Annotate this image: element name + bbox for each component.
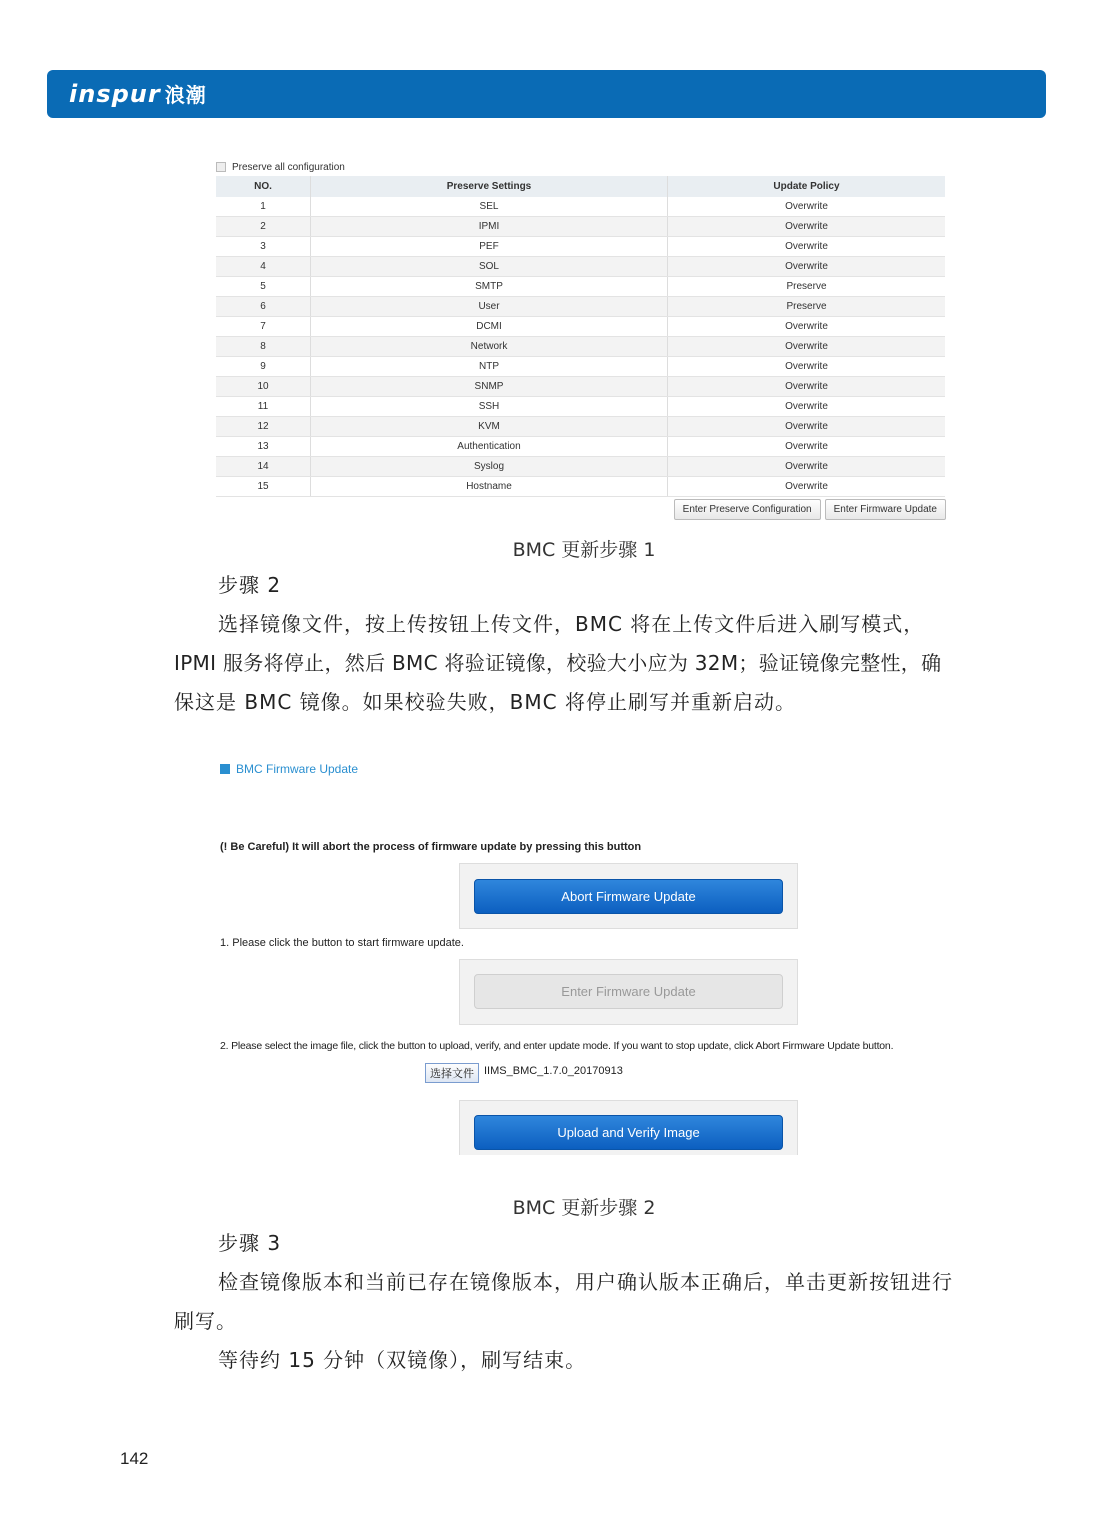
firmware-update-title: [220, 762, 358, 776]
step2-title: 步骤 2: [218, 573, 282, 597]
row-policy: Overwrite: [668, 237, 946, 257]
row-setting: SOL: [311, 257, 668, 277]
row-no: 12: [216, 417, 311, 437]
row-setting: User: [311, 297, 668, 317]
row-no: 8: [216, 337, 311, 357]
table-row: [216, 397, 945, 417]
row-policy: Overwrite: [668, 437, 946, 457]
step2-instruction: 2. Please select the image file, click the button to upload, verify, and enter update mode. If you want to stop update, click Abort Firmware Update button.: [220, 1040, 894, 1052]
step3-line1: 检查镜像版本和当前已存在镜像版本，用户确认版本正确后，单击更新按钮进行: [218, 1270, 953, 1294]
enter-firmware-update-disabled-button[interactable]: Enter Firmware Update: [474, 974, 783, 1009]
table-row: [216, 257, 945, 277]
row-setting: SSH: [311, 397, 668, 417]
row-policy: Overwrite: [668, 357, 946, 377]
preserve-settings-screenshot: [216, 158, 946, 515]
abort-firmware-update-button[interactable]: Abort Firmware Update: [474, 879, 783, 914]
row-setting: Network: [311, 337, 668, 357]
row-setting: IPMI: [311, 217, 668, 237]
row-no: 5: [216, 277, 311, 297]
row-policy: Preserve: [668, 297, 946, 317]
row-setting: Syslog: [311, 457, 668, 477]
row-no: 10: [216, 377, 311, 397]
windows-icon: [220, 764, 230, 774]
caption-step2: BMC 更新步骤 2: [512, 1197, 656, 1219]
row-setting: DCMI: [311, 317, 668, 337]
row-no: 11: [216, 397, 311, 417]
row-setting: Authentication: [311, 437, 668, 457]
row-setting: SNMP: [311, 377, 668, 397]
col-preserve-settings: Preserve Settings: [311, 176, 668, 197]
step3-line2: 刷写。: [174, 1309, 237, 1333]
table-row: [216, 297, 945, 317]
row-setting: NTP: [311, 357, 668, 377]
row-no: 3: [216, 237, 311, 257]
enter-firmware-update-button[interactable]: Enter Firmware Update: [825, 499, 946, 520]
caption-step1: BMC 更新步骤 1: [512, 539, 656, 561]
row-no: 9: [216, 357, 311, 377]
enter-panel: [459, 959, 798, 1025]
row-setting: KVM: [311, 417, 668, 437]
row-policy: Overwrite: [668, 417, 946, 437]
row-no: 13: [216, 437, 311, 457]
upload-panel: [459, 1100, 798, 1155]
row-setting: SEL: [311, 197, 668, 217]
button-row: [674, 499, 946, 520]
table-row: [216, 277, 945, 297]
row-policy: Overwrite: [668, 217, 946, 237]
table-row: [216, 337, 945, 357]
preserve-settings-table: [216, 176, 945, 497]
step3-title: 步骤 3: [218, 1231, 282, 1255]
careful-warning: (! Be Careful) It will abort the process of firmware update by pressing this button: [220, 841, 642, 853]
row-policy: Overwrite: [668, 257, 946, 277]
preserve-all-label: Preserve all configuration: [232, 161, 345, 173]
inspur-logo: [69, 79, 207, 108]
row-no: 1: [216, 197, 311, 217]
abort-panel: [459, 863, 798, 929]
row-setting: PEF: [311, 237, 668, 257]
step1-instruction: 1. Please click the button to start firmware update.: [220, 937, 464, 949]
row-policy: Overwrite: [668, 317, 946, 337]
table-row: [216, 197, 945, 217]
col-update-policy: Update Policy: [668, 176, 946, 197]
table-body: [216, 197, 945, 497]
table-row: [216, 237, 945, 257]
preserve-all-row[interactable]: [216, 158, 946, 176]
enter-preserve-configuration-button[interactable]: Enter Preserve Configuration: [674, 499, 821, 520]
table-row: [216, 417, 945, 437]
page-number: 142: [120, 1449, 149, 1468]
row-policy: Overwrite: [668, 397, 946, 417]
row-setting: SMTP: [311, 277, 668, 297]
table-row: [216, 357, 945, 377]
firmware-update-title-text: BMC Firmware Update: [236, 762, 359, 776]
upload-and-verify-button[interactable]: Upload and Verify Image: [474, 1115, 783, 1150]
row-policy: Overwrite: [668, 457, 946, 477]
preserve-all-checkbox[interactable]: [216, 162, 226, 172]
table-row: [216, 377, 945, 397]
table-row: [216, 457, 945, 477]
table-row: [216, 317, 945, 337]
row-no: 4: [216, 257, 311, 277]
col-no: NO.: [216, 176, 311, 197]
row-policy: Preserve: [668, 277, 946, 297]
row-no: 7: [216, 317, 311, 337]
file-name: IIMS_BMC_1.7.0_20170913: [484, 1065, 623, 1077]
row-policy: Overwrite: [668, 197, 946, 217]
step2-line3: 保这是 BMC 镜像。如果校验失败，BMC 将停止刷写并重新启动。: [174, 690, 796, 714]
header-bar: [47, 70, 1046, 118]
table-row: [216, 217, 945, 237]
table-row: [216, 437, 945, 457]
table-row: [216, 477, 945, 497]
step2-line1: 选择镜像文件，按上传按钮上传文件，BMC 将在上传文件后进入刷写模式，: [218, 612, 925, 636]
row-policy: Overwrite: [668, 377, 946, 397]
choose-file-button[interactable]: 选择文件: [425, 1063, 479, 1083]
row-no: 6: [216, 297, 311, 317]
row-no: 2: [216, 217, 311, 237]
row-setting: Hostname: [311, 477, 668, 497]
row-policy: Overwrite: [668, 477, 946, 497]
logo-text: inspur: [69, 80, 161, 108]
row-no: 14: [216, 457, 311, 477]
row-policy: Overwrite: [668, 337, 946, 357]
logo-cn: 浪潮: [164, 83, 207, 107]
step2-line2: IPMI 服务将停止，然后 BMC 将验证镜像，校验大小应为 32M；验证镜像完整性，确: [174, 651, 942, 675]
row-no: 15: [216, 477, 311, 497]
step3-line3: 等待约 15 分钟（双镜像），刷写结束。: [218, 1348, 587, 1372]
